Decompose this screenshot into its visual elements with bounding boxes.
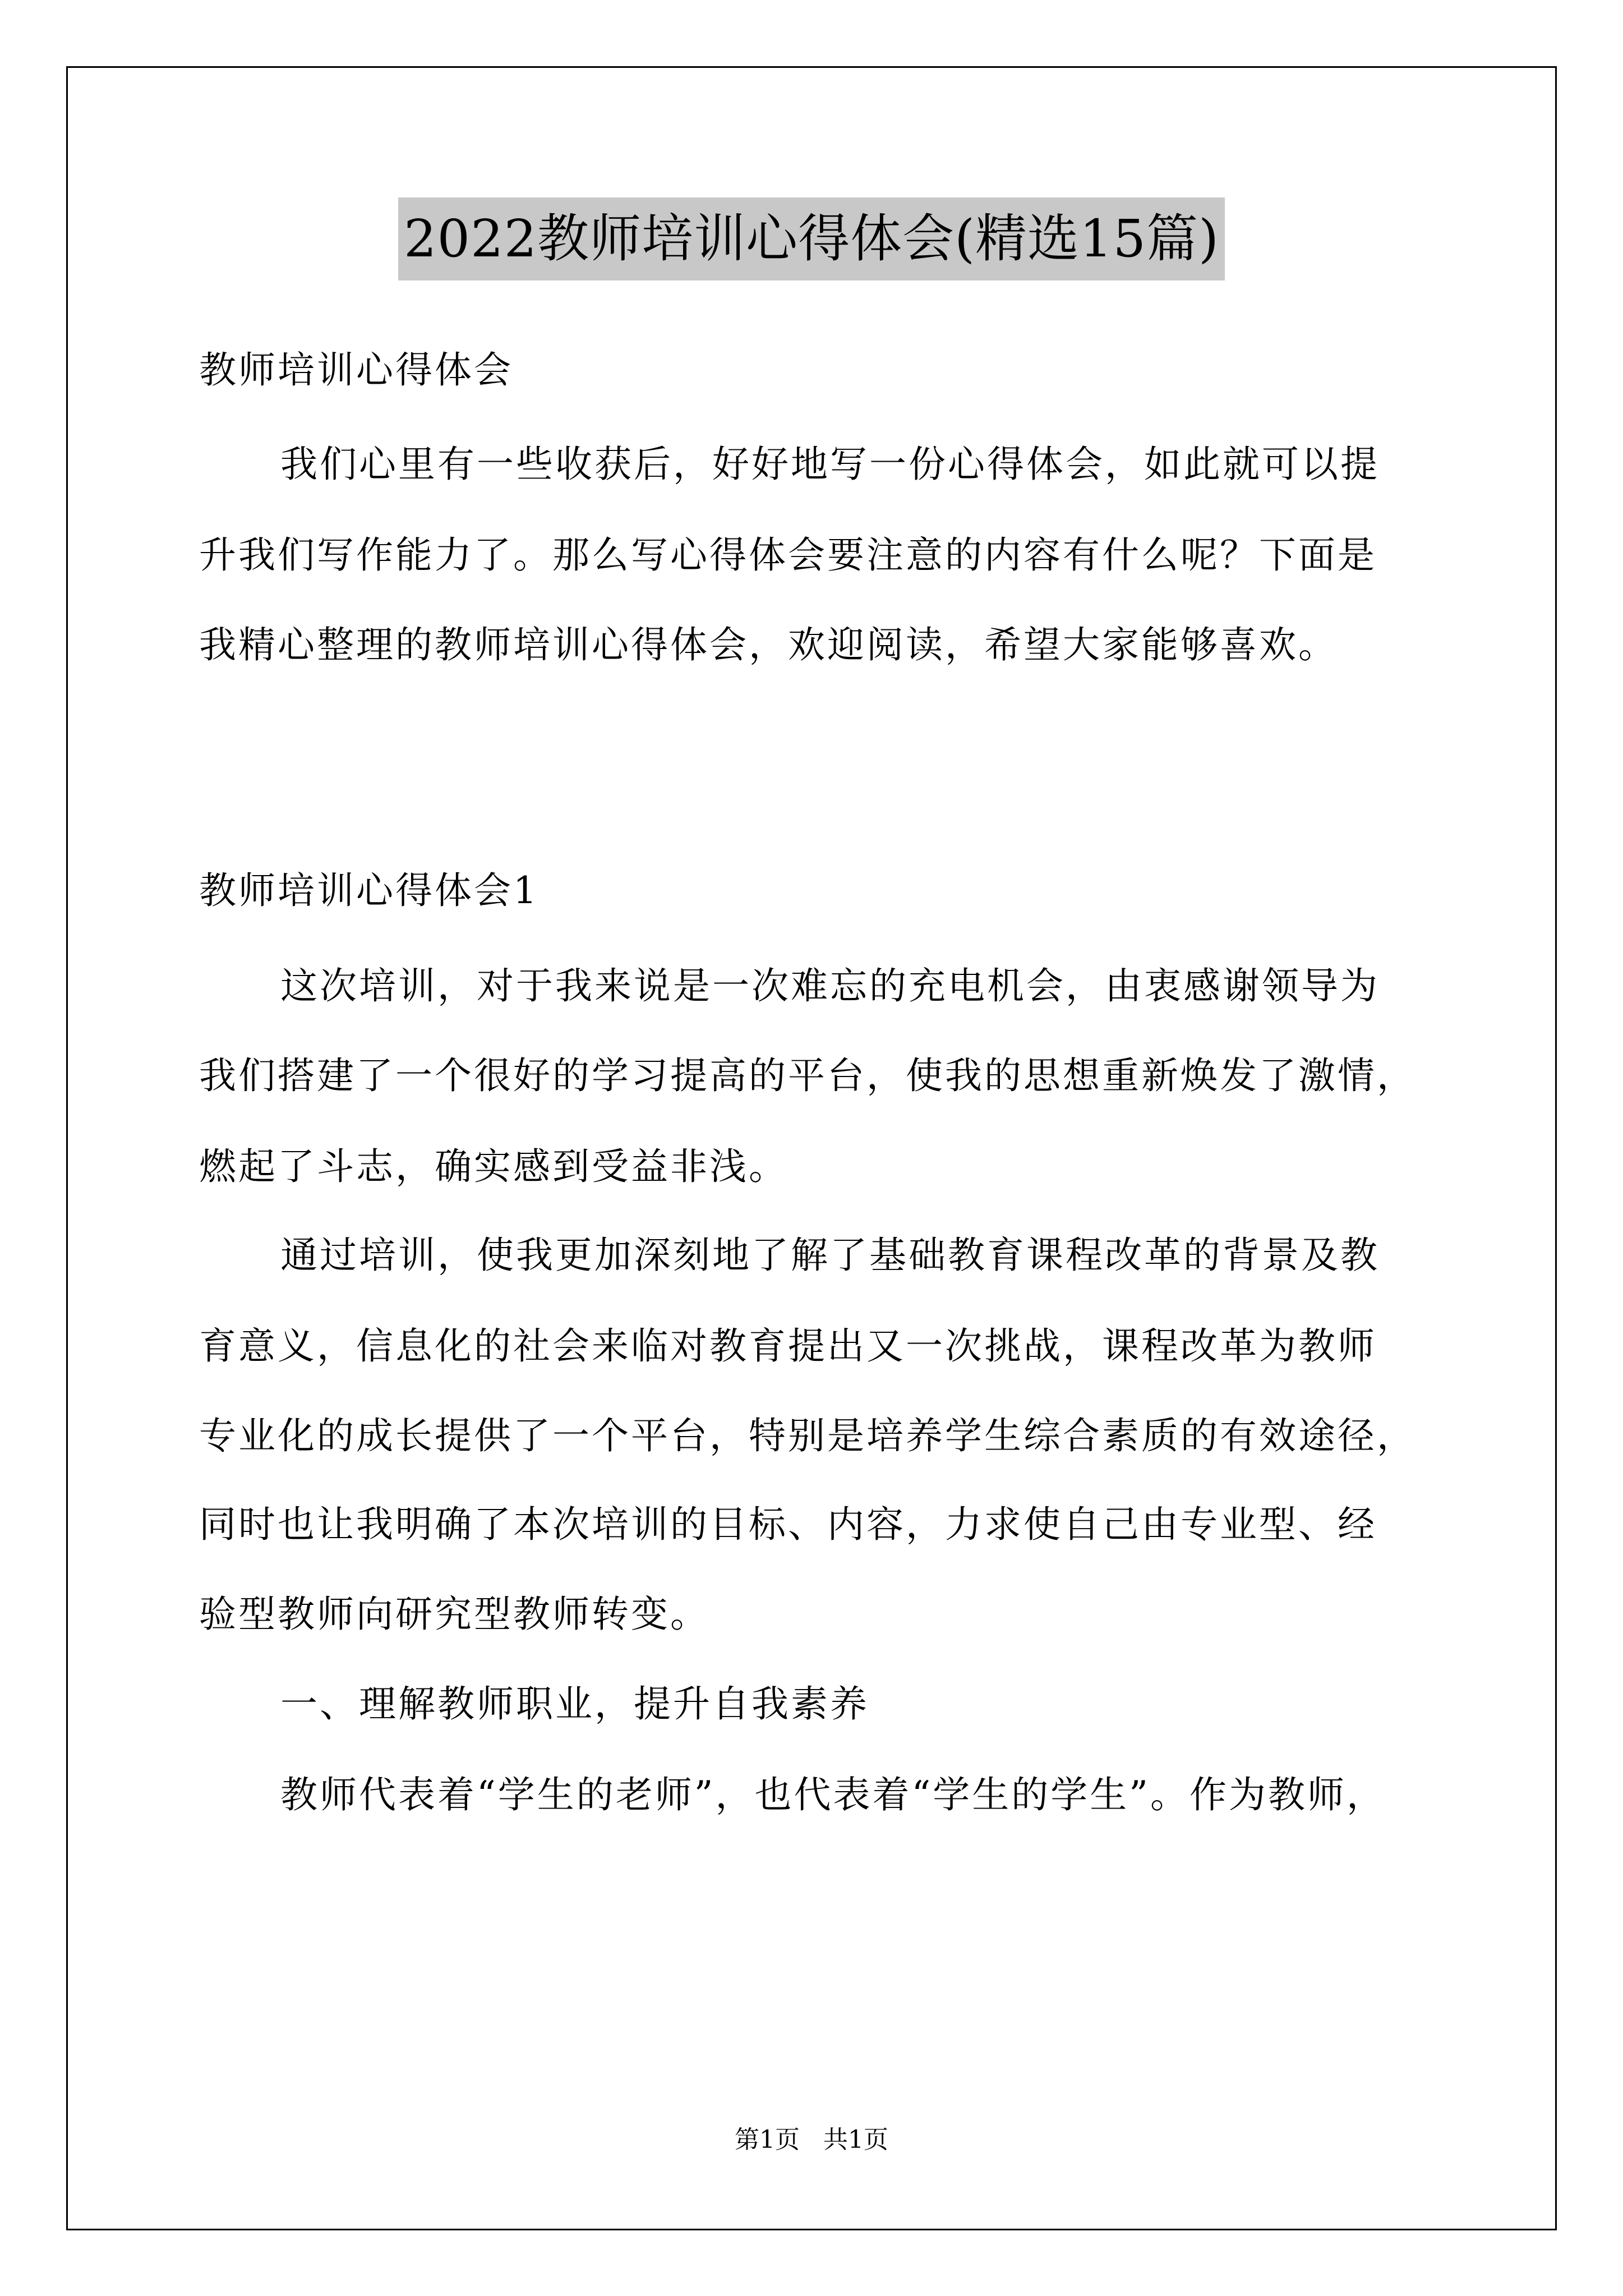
section-heading: 教师培训心得体会 [199, 348, 513, 392]
paragraph-line: 通过培训，使我更加深刻地了解了基础教育课程改革的背景及教 [280, 1234, 1380, 1277]
paragraph-line: 同时也让我明确了本次培训的目标、内容，力求使自己由专业型、经 [199, 1503, 1377, 1546]
section-heading: 教师培训心得体会1 [199, 869, 539, 912]
paragraph-line: 这次培训，对于我来说是一次难忘的充电机会，由衷感谢领导为 [280, 964, 1380, 1007]
paragraph-line: 育意义，信息化的社会来临对教育提出又一次挑战，课程改革为教师 [199, 1324, 1377, 1368]
paragraph-line: 教师代表着“学生的老师”，也代表着“学生的学生”。作为教师， [280, 1773, 1386, 1816]
page-footer: 第1页 共1页 [735, 2125, 888, 2154]
paragraph-line: 专业化的成长提供了一个平台，特别是培养学生综合素质的有效途径， [199, 1414, 1416, 1457]
paragraph-line: 我们心里有一些收获后，好好地写一份心得体会，如此就可以提 [280, 443, 1380, 486]
document-title: 2022教师培训心得体会(精选15篇) [398, 197, 1225, 280]
paragraph-line: 我们搭建了一个很好的学习提高的平台，使我的思想重新焕发了激情， [199, 1054, 1416, 1097]
title-container [0, 197, 1623, 280]
paragraph-line: 燃起了斗志，确实感到受益非浅。 [199, 1145, 788, 1188]
paragraph-line: 升我们写作能力了。那么写心得体会要注意的内容有什么呢？下面是 [199, 533, 1377, 577]
subheading-line: 一、理解教师职业，提升自我素养 [280, 1682, 869, 1726]
paragraph-line: 验型教师向研究型教师转变。 [199, 1593, 709, 1636]
paragraph-line: 我精心整理的教师培训心得体会，欢迎阅读，希望大家能够喜欢。 [199, 623, 1338, 666]
